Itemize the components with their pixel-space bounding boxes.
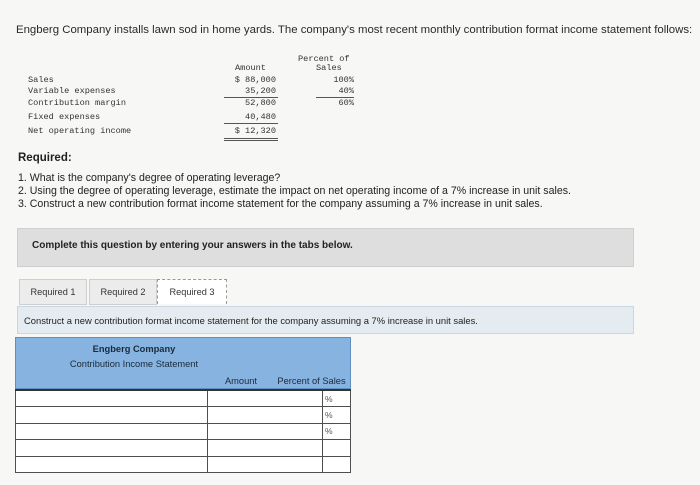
double-underline-2 <box>224 140 278 141</box>
required-item-3: 3. Construct a new contribution format income statement for the company assuming a 7% increase in unit sales. <box>18 197 543 210</box>
amount-cell[interactable] <box>208 390 323 407</box>
amount-cell[interactable] <box>208 407 323 424</box>
tab-required-3[interactable]: Required 3 <box>157 279 227 304</box>
required-item-2: 2. Using the degree of operating leverage, estimate the impact on net operating income of a 7% increase in unit sales. <box>18 184 571 197</box>
percent-variable-expenses: 40% <box>338 86 354 96</box>
percent-cell[interactable] <box>323 440 351 457</box>
percent-sign: % <box>325 393 333 404</box>
complete-instruction-box <box>17 228 634 267</box>
tab-instruction: Construct a new contribution format income statement for the company assuming a 7% increase in unit sales. <box>24 315 478 326</box>
amount-sales: $ 88,000 <box>234 75 276 85</box>
percent-cell[interactable] <box>323 390 351 407</box>
percent-sign: % <box>325 409 333 420</box>
underline-fixed <box>224 123 278 124</box>
tab-required-1[interactable]: Required 1 <box>19 279 87 305</box>
statement-header <box>15 337 351 389</box>
label-variable-expenses: Variable expenses <box>28 86 116 96</box>
amount-fixed-expenses: 40,480 <box>245 112 276 122</box>
label-net-operating-income: Net operating income <box>28 126 132 136</box>
statement-company: Engberg Company <box>92 344 176 354</box>
header-amount: Amount <box>235 63 266 73</box>
percent-cell[interactable] <box>323 456 351 473</box>
amount-variable-expenses: 35,200 <box>245 86 276 96</box>
percent-sign: % <box>325 426 333 437</box>
table-row <box>16 390 351 407</box>
column-percent-header: Percent of Sales <box>277 376 346 386</box>
label-cell[interactable] <box>16 423 208 440</box>
label-fixed-expenses: Fixed expenses <box>28 112 101 122</box>
percent-cell[interactable] <box>323 423 351 440</box>
percent-sales: 100% <box>333 75 354 85</box>
label-cell[interactable] <box>16 407 208 424</box>
tab-instruction-bar <box>17 306 634 334</box>
header-percent-line1: Percent of <box>298 54 350 64</box>
amount-cell[interactable] <box>208 440 323 457</box>
percent-cell[interactable] <box>323 407 351 424</box>
label-contribution-margin: Contribution margin <box>28 98 126 108</box>
percent-contribution-margin: 60% <box>338 98 354 108</box>
tab-required-2[interactable]: Required 2 <box>89 279 157 305</box>
amount-contribution-margin: 52,800 <box>245 98 276 108</box>
amount-cell[interactable] <box>208 456 323 473</box>
given-income-statement <box>28 54 358 144</box>
table-row <box>16 407 351 424</box>
required-item-1: 1. What is the company's degree of operating leverage? <box>18 172 281 184</box>
table-row <box>16 440 351 457</box>
column-amount-header: Amount <box>224 376 258 386</box>
complete-instruction: Complete this question by entering your answers in the tabs below. <box>32 240 353 251</box>
problem-intro: Engberg Company installs lawn sod in home yards. The company's most recent monthly contribution format income statement follows: <box>16 24 693 36</box>
required-list <box>18 172 571 210</box>
label-cell[interactable] <box>16 456 208 473</box>
double-underline-1 <box>224 138 278 139</box>
statement-grid <box>15 389 351 473</box>
label-cell[interactable] <box>16 390 208 407</box>
table-row <box>16 423 351 440</box>
table-row <box>16 456 351 473</box>
amount-net-operating-income: $ 12,320 <box>234 126 276 136</box>
statement-title: Contribution Income Statement <box>69 359 199 369</box>
required-title: Required: <box>18 152 72 164</box>
amount-cell[interactable] <box>208 423 323 440</box>
header-percent-line2: Sales <box>316 63 342 73</box>
label-cell[interactable] <box>16 440 208 457</box>
label-sales: Sales <box>28 75 54 85</box>
